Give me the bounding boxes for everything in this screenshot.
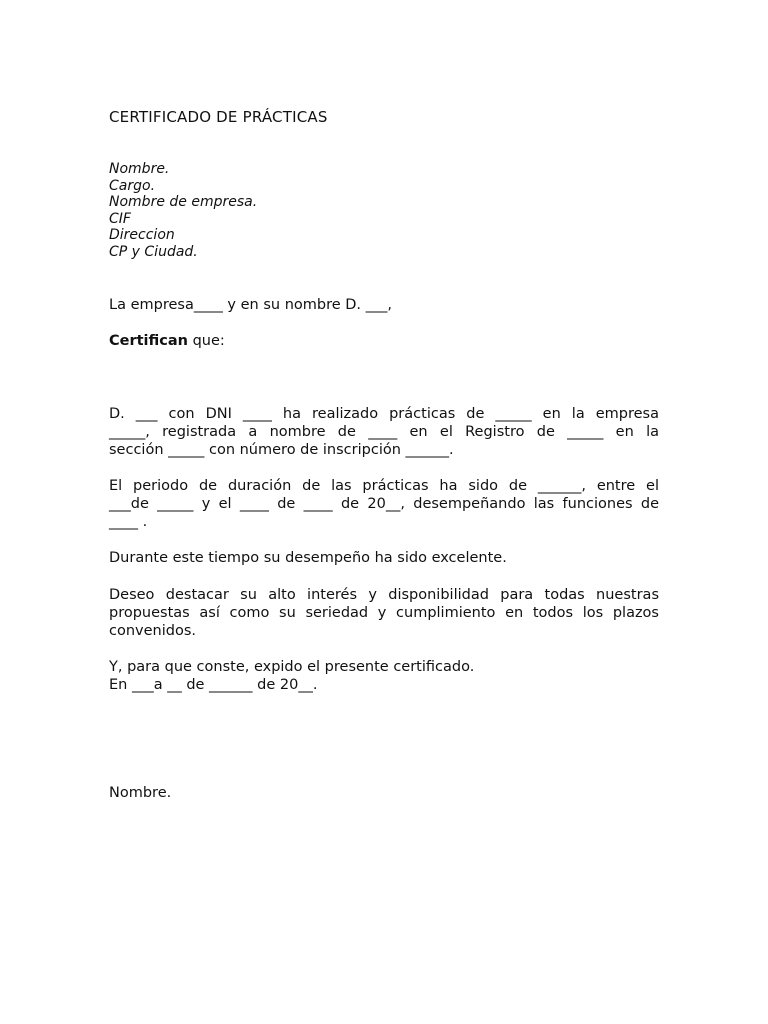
sender-name: Nombre. (109, 161, 170, 177)
sender-position: Cargo. (109, 177, 156, 194)
sender-block (109, 161, 257, 261)
closing-line: Y, para que conste, expido el presente certificado. (109, 659, 475, 675)
closing-block (109, 658, 659, 694)
paragraph-line: propuestas así como su seriedad y cumplimiento en todos los plazos (109, 605, 659, 621)
sender-city: CP y Ciudad. (109, 243, 198, 260)
paragraph-practices (109, 405, 659, 459)
sender-cif: CIF (109, 210, 131, 227)
certify-rest: que: (187, 333, 225, 349)
sender-address: Direccion (109, 227, 175, 244)
paragraph-line: convenidos. (109, 623, 196, 639)
paragraph-duration (109, 477, 659, 531)
paragraph-performance: Durante este tiempo su desempeño ha sido excelente. (109, 550, 507, 566)
signature-name: Nombre. (109, 785, 172, 801)
document-page (109, 0, 659, 1024)
paragraph-line: ___de _____ y el ____ de ____ de 20__, desempeñando las funciones de (109, 496, 659, 512)
paragraph-line: sección _____ con número de inscripción ______. (109, 442, 454, 458)
paragraph-line: _____, registrada a nombre de ____ en el Registro de _____ en la (109, 424, 659, 440)
sender-company: Nombre de empresa. (109, 194, 258, 211)
paragraph-line: D. ___ con DNI ____ ha realizado prácticas de _____ en la empresa (109, 406, 659, 422)
paragraph-interest (109, 586, 659, 640)
certify-bold: Certifican (109, 333, 188, 349)
company-line: La empresa____ y en su nombre D. ___, (109, 297, 393, 313)
certify-line (109, 333, 225, 349)
paragraph-line: Deseo destacar su alto interés y disponibilidad para todas nuestras (109, 587, 659, 603)
paragraph-line: ____ . (109, 514, 148, 530)
date-line: En ___a __ de ______ de 20__. (109, 677, 318, 693)
document-title: CERTIFICADO DE PRÁCTICAS (109, 108, 328, 126)
paragraph-line: El periodo de duración de las prácticas ha sido de ______, entre el (109, 478, 659, 494)
